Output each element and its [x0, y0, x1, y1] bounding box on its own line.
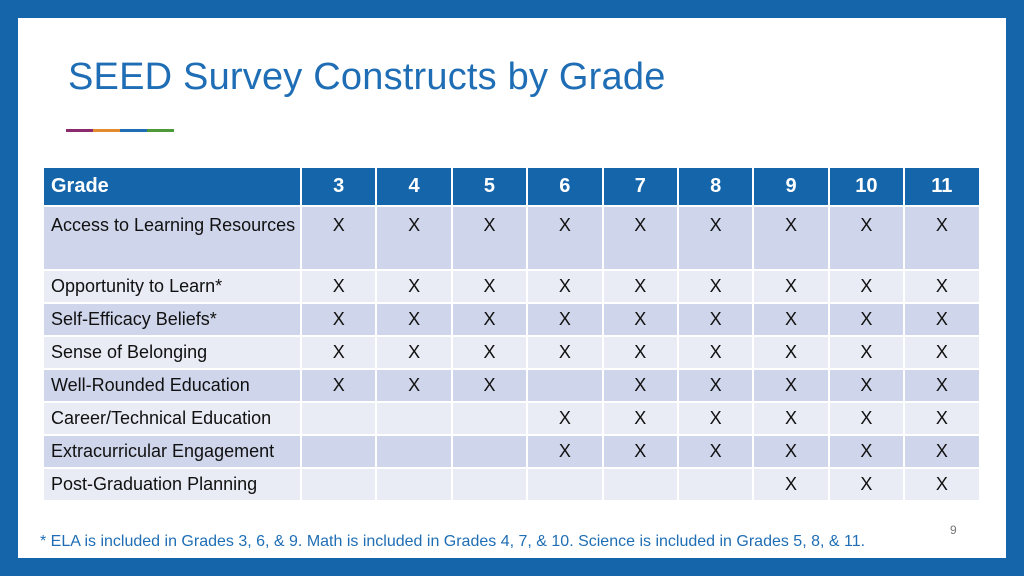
construct-label: Access to Learning Resources — [43, 206, 301, 270]
header-grade-7: 7 — [603, 167, 678, 206]
grade-cell: X — [904, 336, 979, 369]
header-grade: Grade — [43, 167, 301, 206]
grade-cell: X — [829, 402, 904, 435]
grade-cell: X — [527, 336, 602, 369]
accent-segment — [93, 129, 120, 132]
grade-cell: X — [452, 206, 527, 270]
grade-cell: X — [904, 402, 979, 435]
construct-label: Self-Efficacy Beliefs* — [43, 303, 301, 336]
grade-cell: X — [376, 336, 451, 369]
grade-cell: X — [753, 402, 828, 435]
grade-cell: X — [678, 303, 753, 336]
header-grade-9: 9 — [753, 167, 828, 206]
grade-cell — [603, 468, 678, 501]
grade-cell: X — [829, 206, 904, 270]
grade-cell: X — [527, 303, 602, 336]
accent-bar — [66, 129, 174, 132]
grade-cell: X — [376, 369, 451, 402]
grade-cell: X — [904, 369, 979, 402]
grade-cell: X — [753, 336, 828, 369]
table-row — [43, 435, 980, 468]
grade-cell: X — [829, 303, 904, 336]
table-row — [43, 336, 980, 369]
grade-cell: X — [603, 206, 678, 270]
table-row — [43, 206, 980, 270]
table-header-row — [43, 167, 980, 206]
grade-cell: X — [904, 468, 979, 501]
grade-cell: X — [376, 303, 451, 336]
grade-cell: X — [904, 270, 979, 303]
table-row — [43, 402, 980, 435]
slide-title: SEED Survey Constructs by Grade — [68, 56, 666, 98]
header-grade-11: 11 — [904, 167, 979, 206]
grade-cell: X — [603, 303, 678, 336]
grade-cell: X — [904, 435, 979, 468]
grade-cell: X — [678, 336, 753, 369]
grade-cell: X — [603, 369, 678, 402]
grade-cell — [678, 468, 753, 501]
grade-cell — [301, 468, 376, 501]
grade-cell: X — [753, 270, 828, 303]
grade-cell: X — [301, 303, 376, 336]
grade-cell: X — [904, 206, 979, 270]
grade-cell: X — [527, 402, 602, 435]
grade-cell: X — [678, 369, 753, 402]
footnote: * ELA is included in Grades 3, 6, & 9. Math is included in Grades 4, 7, & 10. Science is included in Grades 5, 8, & 11. — [40, 533, 866, 550]
page-number: 9 — [950, 523, 957, 537]
accent-segment — [66, 129, 93, 132]
accent-segment — [120, 129, 147, 132]
grade-cell: X — [678, 435, 753, 468]
grade-cell — [452, 402, 527, 435]
header-grade-4: 4 — [376, 167, 451, 206]
grade-cell: X — [829, 435, 904, 468]
grade-cell: X — [301, 369, 376, 402]
grade-cell: X — [829, 270, 904, 303]
grade-cell: X — [678, 206, 753, 270]
grade-cell — [452, 435, 527, 468]
header-grade-10: 10 — [829, 167, 904, 206]
grade-cell: X — [527, 270, 602, 303]
grade-cell: X — [452, 270, 527, 303]
accent-segment — [147, 129, 174, 132]
grade-cell — [527, 468, 602, 501]
grade-cell — [376, 435, 451, 468]
grade-cell — [376, 468, 451, 501]
grade-cell: X — [829, 468, 904, 501]
grade-cell: X — [829, 369, 904, 402]
grade-cell: X — [753, 468, 828, 501]
grade-cell: X — [678, 270, 753, 303]
grade-cell: X — [829, 336, 904, 369]
grade-cell — [376, 402, 451, 435]
grade-cell: X — [904, 303, 979, 336]
grade-cell: X — [527, 435, 602, 468]
grade-cell: X — [603, 435, 678, 468]
header-grade-3: 3 — [301, 167, 376, 206]
grade-cell: X — [603, 270, 678, 303]
table-row — [43, 468, 980, 501]
grade-cell — [527, 369, 602, 402]
construct-label: Post-Graduation Planning — [43, 468, 301, 501]
grade-cell: X — [376, 270, 451, 303]
constructs-table — [42, 166, 981, 502]
construct-label: Sense of Belonging — [43, 336, 301, 369]
grade-cell: X — [452, 336, 527, 369]
slide — [18, 18, 1006, 558]
header-grade-6: 6 — [527, 167, 602, 206]
construct-label: Opportunity to Learn* — [43, 270, 301, 303]
grade-cell: X — [301, 336, 376, 369]
grade-cell: X — [753, 369, 828, 402]
table-row — [43, 270, 980, 303]
table-row — [43, 369, 980, 402]
grade-cell: X — [301, 270, 376, 303]
grade-cell — [301, 402, 376, 435]
grade-cell: X — [678, 402, 753, 435]
header-grade-5: 5 — [452, 167, 527, 206]
grade-cell: X — [753, 303, 828, 336]
table-row — [43, 303, 980, 336]
grade-cell: X — [527, 206, 602, 270]
construct-label: Extracurricular Engagement — [43, 435, 301, 468]
grade-cell: X — [452, 303, 527, 336]
construct-label: Well-Rounded Education — [43, 369, 301, 402]
grade-cell: X — [301, 206, 376, 270]
grade-cell — [452, 468, 527, 501]
grade-cell — [301, 435, 376, 468]
grade-cell: X — [753, 206, 828, 270]
grade-cell: X — [603, 402, 678, 435]
grade-cell: X — [452, 369, 527, 402]
grade-cell: X — [753, 435, 828, 468]
construct-label: Career/Technical Education — [43, 402, 301, 435]
grade-cell: X — [376, 206, 451, 270]
header-grade-8: 8 — [678, 167, 753, 206]
grade-cell: X — [603, 336, 678, 369]
